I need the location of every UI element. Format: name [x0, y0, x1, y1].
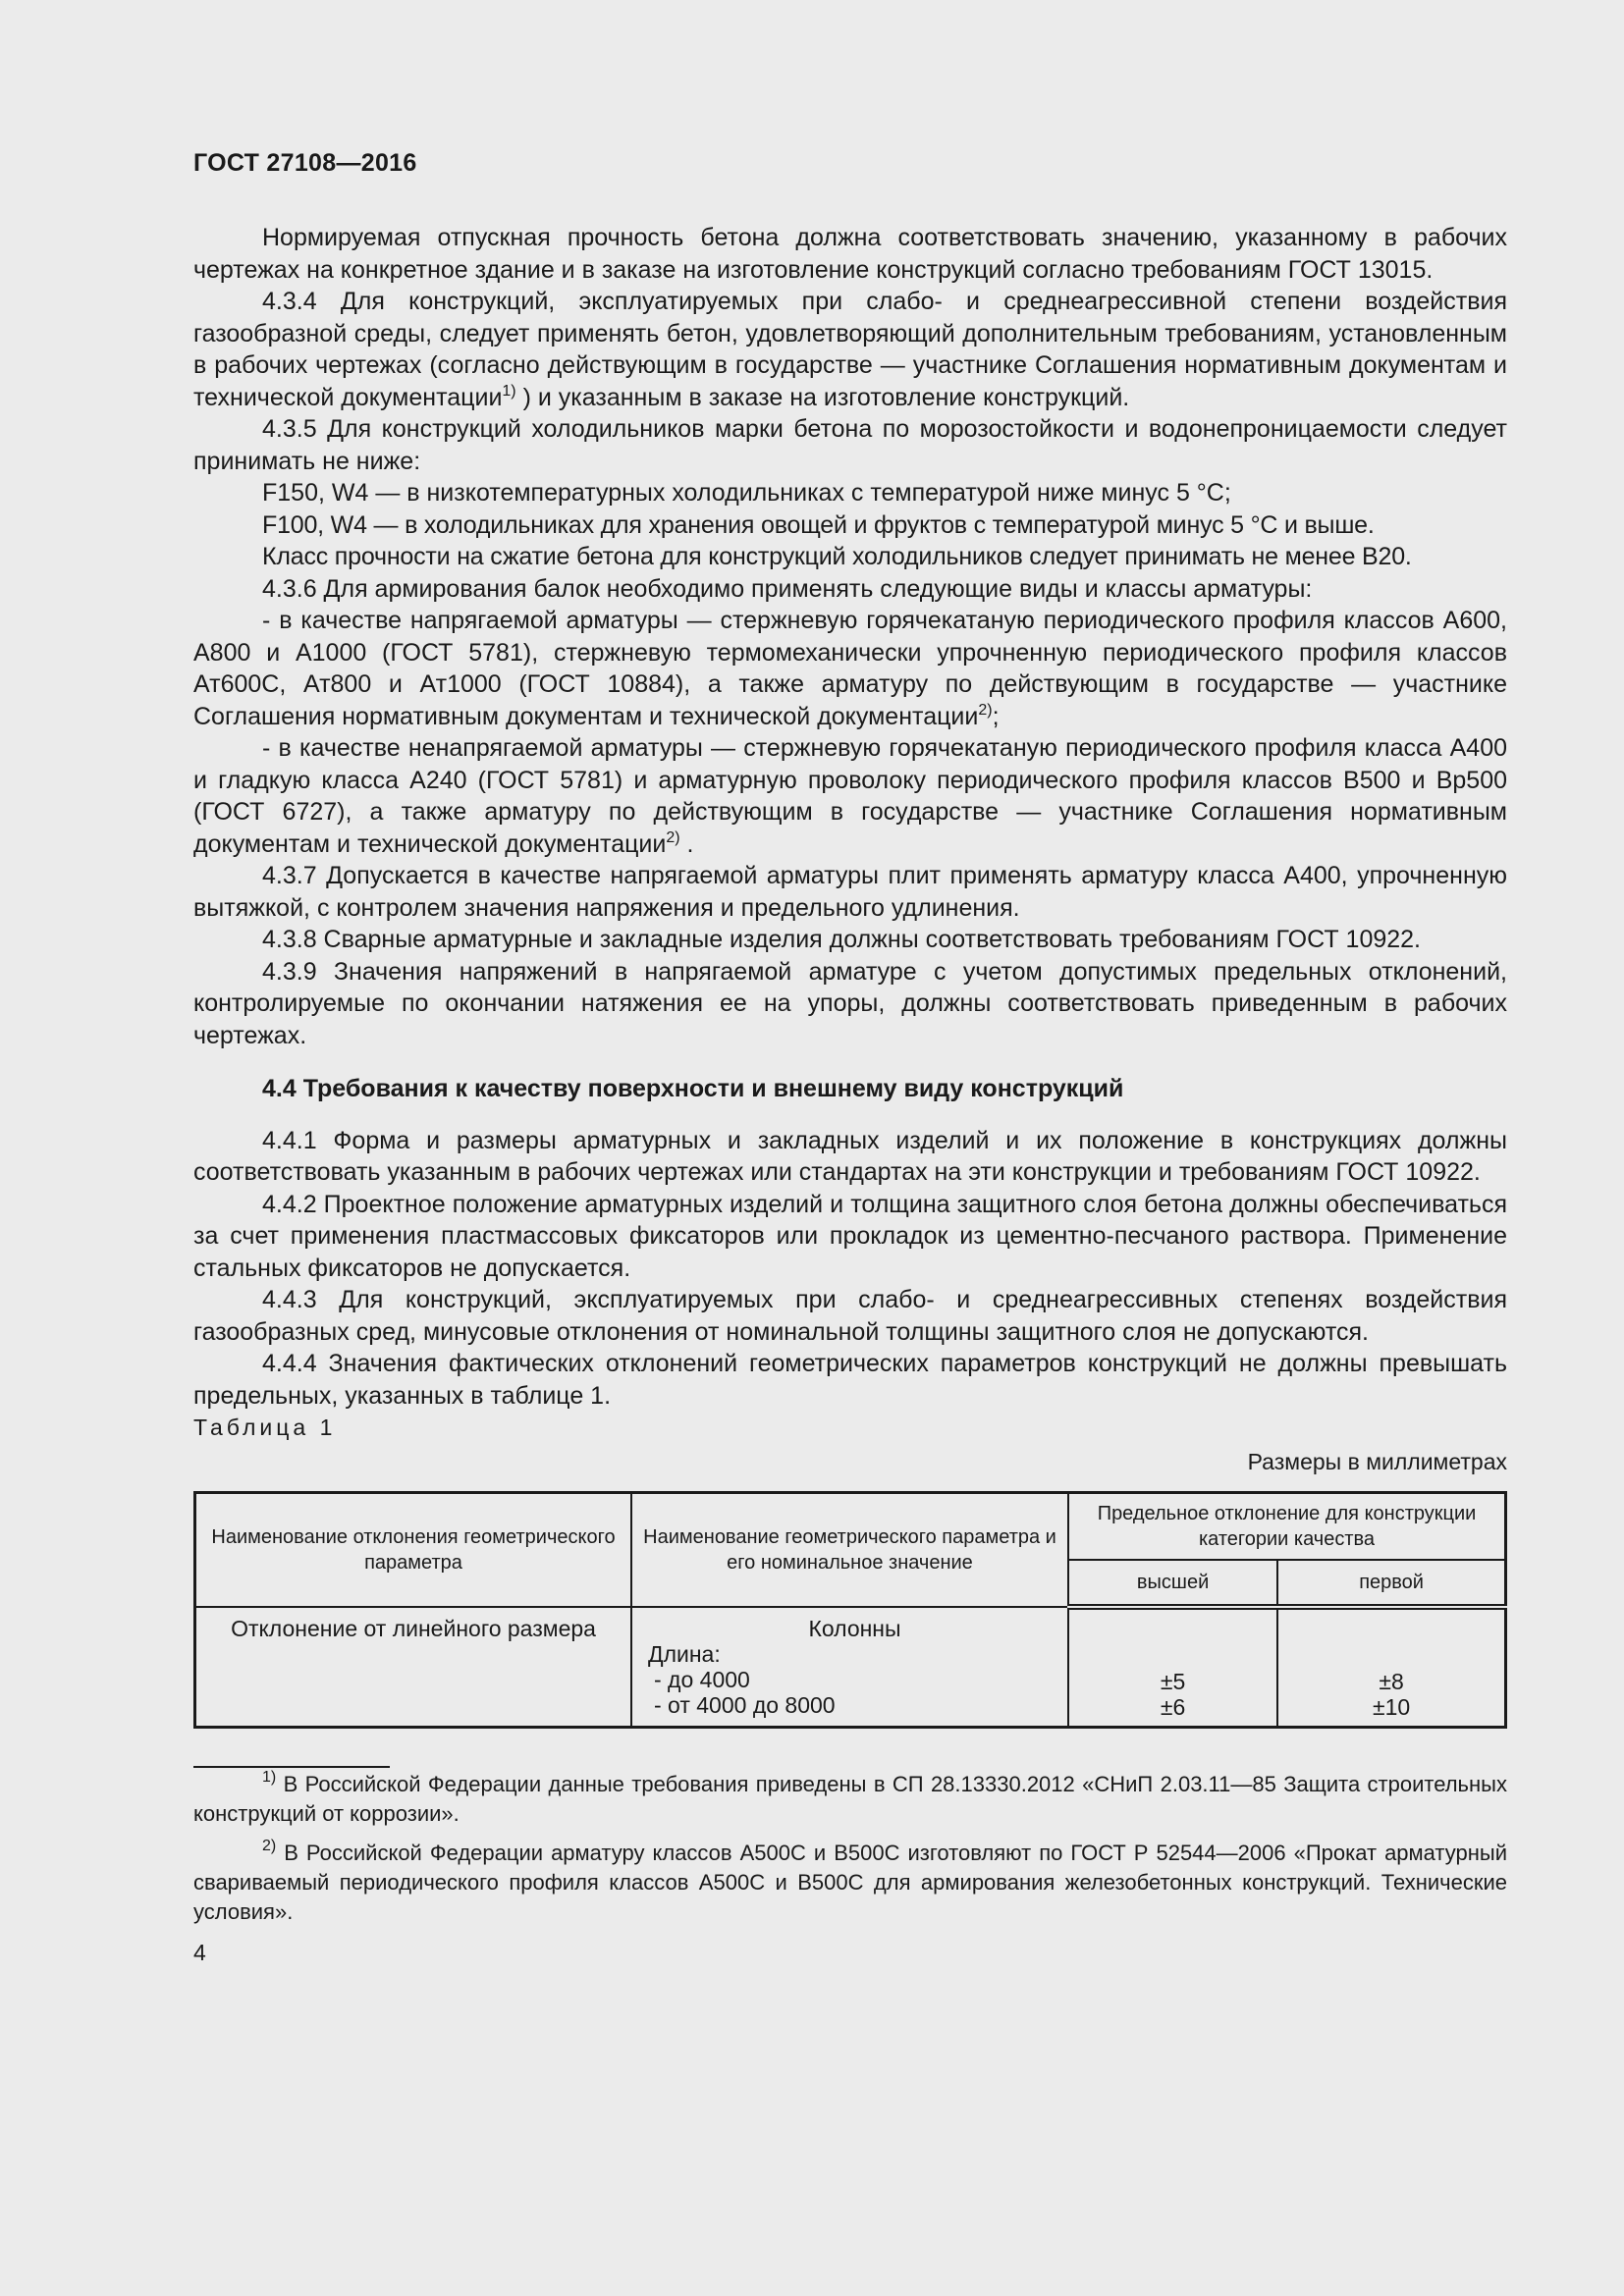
cell-first — [1277, 1607, 1505, 1728]
document-header: ГОСТ 27108—2016 — [193, 149, 417, 177]
footnote-ref: 2) — [978, 701, 993, 719]
list-item — [193, 605, 1507, 732]
table-caption: Таблица 1 — [193, 1415, 337, 1440]
paragraph-text: - в качестве напрягаемой арматуры — стержневую горячекатаную периодического профиля классов А600, А800 и А1000 (ГОСТ 5781), стержневую термомеханически упрочненную периодического профиля классов Ат600С, Ат800 и Ат1000 (ГОСТ 10884), а также арматуру по действующим в государстве — участнике Соглашения нормативным документам и технической документации — [193, 607, 1507, 730]
paragraph: F150, W4 — в низкотемпературных холодильниках с температурой ниже минус 5 °С; — [262, 479, 1231, 507]
footnote-mark: 2) — [262, 1838, 277, 1854]
footnote-ref: 1) — [502, 382, 516, 400]
header-first: первой — [1277, 1560, 1505, 1607]
paragraph-4-4-4: 4.4.4 Значения фактических отклонений геометрических параметров конструкций не должны превышать предельных, указанных в таблице 1. — [193, 1350, 1507, 1410]
paragraph-4-3-9: 4.3.9 Значения напряжений в напрягаемой арматуре с учетом допустимых предельных отклонений, контролируемые по окончании натяжения ее на упоры, должны соответствовать приведенным в рабочих чертежах. — [193, 957, 1507, 1049]
group-label: Колонны — [808, 1616, 901, 1641]
paragraph-4-3-8: 4.3.8 Сварные арматурные и закладные изделия должны соответствовать требованиям ГОСТ 10922. — [262, 926, 1422, 953]
value: ±5 — [1160, 1669, 1186, 1694]
paragraph: Нормируемая отпускная прочность бетона должна соответствовать значению, указанному в рабочих чертежах на конкретное здание и в заказе на изготовление конструкций согласно требованиям ГОСТ 13015. — [193, 224, 1507, 284]
footnote-divider — [193, 1766, 390, 1768]
list-item — [193, 732, 1507, 860]
deviation-table — [193, 1491, 1507, 1729]
footnotes — [193, 1770, 1507, 1927]
spacer — [1284, 1618, 1498, 1669]
paragraph-4-3-7: 4.3.7 Допускается в качестве напрягаемой арматуры плит применять арматуру класса А400, упрочненную вытяжкой, с контролем значения напряжения и предельного удлинения. — [193, 862, 1507, 922]
paragraph-text: 4.3.4 Для конструкций, эксплуатируемых при слабо- и среднеагрессивной степени воздействия газообразной среды, следует применять бетон, удовлетворяющий дополнительным требованиям, установленным в рабочих чертежах (согласно действующим в государстве — участнике Соглашения нормативным документам и технической документации — [193, 288, 1507, 411]
paragraph-text: ) и указанным в заказе на изготовление конструкций. — [522, 383, 1130, 411]
paragraph-text: ; — [992, 702, 1000, 730]
paragraph-4-4-3: 4.4.3 Для конструкций, эксплуатируемых при слабо- и среднеагрессивных степенях воздействия газообразных сред, минусовые отклонения от номинальной толщины защитного слоя не допускаются. — [193, 1286, 1507, 1346]
paragraph-4-4-2: 4.4.2 Проектное положение арматурных изделий и толщина защитного слоя бетона должны обеспечиваться за счет применения пластмассовых фиксаторов или прокладок из цементно-песчаного раствора. Применение стальных фиксаторов не допускается. — [193, 1190, 1507, 1282]
spacer — [1075, 1618, 1271, 1669]
cell-parameter — [631, 1607, 1068, 1728]
footnote-1 — [193, 1770, 1507, 1829]
length-label: Длина: — [648, 1641, 721, 1667]
document-body — [193, 222, 1507, 1969]
table-row — [195, 1607, 1506, 1728]
paragraph: F100, W4 — в холодильниках для хранения овощей и фруктов с температурой минус 5 °С и выше. — [262, 510, 1375, 539]
paragraph: Класс прочности на сжатие бетона для конструкций холодильников следует принимать не менее В20. — [262, 543, 1412, 570]
footnote-text: В Российской Федерации данные требования приведены в СП 28.13330.2012 «СНиП 2.03.11—85 Защита строительных конструкций от коррозии». — [193, 1772, 1507, 1826]
footnote-ref: 2) — [666, 828, 680, 846]
value: ±8 — [1379, 1669, 1404, 1694]
value: ±6 — [1160, 1694, 1186, 1720]
paragraph-text: . — [679, 829, 694, 858]
table-units: Размеры в миллиметрах — [1247, 1448, 1507, 1474]
section-title: 4.4 Требования к качеству поверхности и внешнему виду конструкций — [262, 1075, 1124, 1102]
paragraph-text: - в качестве ненапрягаемой арматуры — стержневую горячекатаную периодического профиля класса А400 и гладкую класса А240 (ГОСТ 5781) и арматурную проволоку периодического профиля классов В500 и Вр500 (ГОСТ 6727), а также арматуру по действующим в государстве — участнике Соглашения нормативным документам и технической документации — [193, 734, 1507, 858]
range-item: - до 4000 — [654, 1667, 750, 1692]
header-parameter-name: Наименование геометрического параметра и его номинальное значение — [631, 1493, 1068, 1608]
paragraph-4-3-4 — [193, 286, 1507, 413]
header-deviation-name: Наименование отклонения геометрического параметра — [195, 1493, 632, 1608]
page-number: 4 — [193, 1940, 206, 1965]
footnote-mark: 1) — [262, 1769, 277, 1786]
header-limit-deviation: Предельное отклонение для конструкции категории качества — [1068, 1493, 1506, 1561]
header-highest: высшей — [1068, 1560, 1277, 1607]
range-item: - от 4000 до 8000 — [654, 1692, 836, 1718]
paragraph-4-4-1: 4.4.1 Форма и размеры арматурных и закладных изделий и их положение в конструкциях должны соответствовать указанным в рабочих чертежах или стандартах на эти конструкции и требованиям ГОСТ 10922. — [193, 1126, 1507, 1186]
value: ±10 — [1372, 1694, 1411, 1720]
footnote-text: В Российской Федерации арматуру классов А500С и В500С изготовляют по ГОСТ Р 52544—2006 «Прокат арматурный свариваемый периодического профиля классов А500С и В500С для армирования железобетонных конструкций. Технические условия». — [193, 1841, 1507, 1924]
parameter-block — [638, 1616, 1061, 1718]
cell-highest — [1068, 1607, 1277, 1728]
cell-deviation: Отклонение от линейного размера — [195, 1607, 632, 1728]
paragraph-4-3-5: 4.3.5 Для конструкций холодильников марки бетона по морозостойкости и водонепроницаемости следует принимать не ниже: — [193, 415, 1507, 475]
footnote-2 — [193, 1839, 1507, 1927]
paragraph-4-3-6: 4.3.6 Для армирования балок необходимо применять следующие виды и классы арматуры: — [262, 574, 1313, 603]
